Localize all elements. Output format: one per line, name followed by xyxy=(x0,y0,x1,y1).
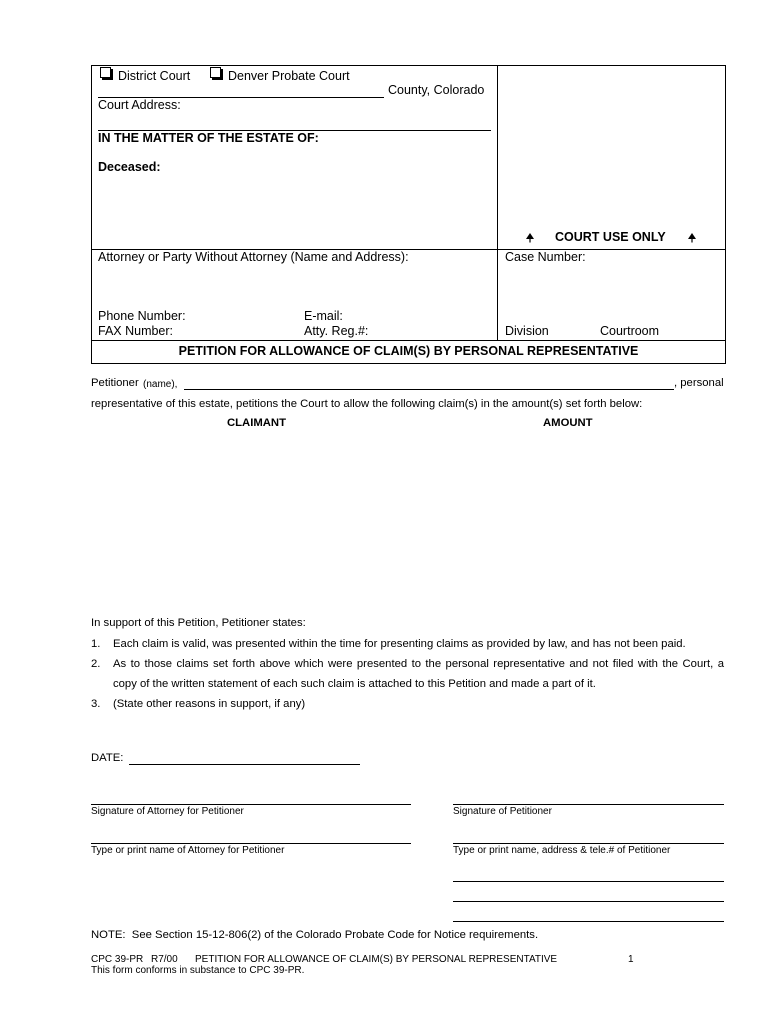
support-item-number: 2. xyxy=(91,658,101,671)
petitioner-phone-line[interactable] xyxy=(453,921,724,922)
support-item-number: 1. xyxy=(91,638,101,651)
denver-probate-court-checkbox-icon[interactable] xyxy=(210,67,221,78)
petitioner-address-line[interactable] xyxy=(453,901,724,902)
case-number-label: Case Number: xyxy=(505,250,586,265)
atty-reg-label: Atty. Reg.#: xyxy=(304,324,369,339)
amount-column-header: AMOUNT xyxy=(543,417,593,430)
footer-conformance: This form conforms in substance to CPC 39-PR. xyxy=(91,964,305,976)
petitioner-name-label: Type or print name, address & tele.# of Petitioner xyxy=(453,844,671,856)
attorney-signature-line[interactable] xyxy=(91,804,411,805)
petitioner-name-hint: (name), xyxy=(143,378,178,390)
date-label: DATE: xyxy=(91,752,124,765)
petitioner-name-line[interactable] xyxy=(453,843,724,844)
email-label: E-mail: xyxy=(304,309,343,324)
district-court-checkbox-icon[interactable] xyxy=(100,67,111,78)
support-item-number: 3. xyxy=(91,698,101,711)
footer-form-code: CPC 39-PR xyxy=(91,953,144,965)
petitioner-address-line[interactable] xyxy=(453,881,724,882)
attorney-label: Attorney or Party Without Attorney (Name and Address): xyxy=(98,250,409,265)
up-arrow-icon xyxy=(688,233,696,243)
support-item-text-continued: copy of the written statement of each such claim is attached to this Petition and made a part of it. xyxy=(113,678,596,691)
caption-column-divider xyxy=(497,65,498,340)
phone-label: Phone Number: xyxy=(98,309,186,324)
petition-intro-line: representative of this estate, petitions the Court to allow the following claim(s) in the amount(s) set forth below: xyxy=(91,398,643,411)
notice-note: NOTE: See Section 15-12-806(2) of the Colorado Probate Code for Notice requirements. xyxy=(91,929,539,942)
footer-title: PETITION FOR ALLOWANCE OF CLAIM(S) BY PERSONAL REPRESENTATIVE xyxy=(195,953,558,965)
court-use-only-label: COURT USE ONLY xyxy=(555,230,666,245)
support-item-text: Each claim is valid, was presented within the time for presenting claims as provided by law, and has not been paid. xyxy=(113,638,686,651)
attorney-name-label: Type or print name of Attorney for Petitioner xyxy=(91,844,285,856)
estate-heading: IN THE MATTER OF THE ESTATE OF: xyxy=(98,131,319,146)
petitioner-signature-line[interactable] xyxy=(453,804,724,805)
district-court-label: District Court xyxy=(118,69,191,84)
division-label: Division xyxy=(505,324,549,339)
support-item-text: As to those claims set forth above which were presented to the personal representative and not filed with the Court, a xyxy=(113,658,724,671)
fax-label: FAX Number: xyxy=(98,324,174,339)
deceased-label: Deceased: xyxy=(98,160,161,175)
petitioner-signature-label: Signature of Petitioner xyxy=(453,805,552,817)
courtroom-label: Courtroom xyxy=(600,324,660,339)
petitioner-name-field[interactable] xyxy=(184,389,674,390)
claimant-column-header: CLAIMANT xyxy=(227,417,286,430)
support-item-text: (State other reasons in support, if any) xyxy=(113,698,306,711)
petitioner-name-suffix: , personal xyxy=(674,377,724,390)
caption-box xyxy=(91,65,726,364)
date-field[interactable] xyxy=(129,764,360,765)
title-row-divider xyxy=(91,340,726,341)
up-arrow-icon xyxy=(526,233,534,243)
form-title: PETITION FOR ALLOWANCE OF CLAIM(S) BY PERSONAL REPRESENTATIVE xyxy=(178,344,639,359)
denver-probate-court-label: Denver Probate Court xyxy=(228,69,350,84)
page-number: 1 xyxy=(628,953,634,965)
footer-revision: R7/00 xyxy=(151,953,178,965)
county-suffix: County, Colorado xyxy=(388,83,485,98)
petitioner-label: Petitioner xyxy=(91,377,139,390)
court-address-label: Court Address: xyxy=(98,98,181,113)
attorney-signature-label: Signature of Attorney for Petitioner xyxy=(91,805,244,817)
support-intro: In support of this Petition, Petitioner states: xyxy=(91,617,306,630)
attorney-name-line[interactable] xyxy=(91,843,411,844)
